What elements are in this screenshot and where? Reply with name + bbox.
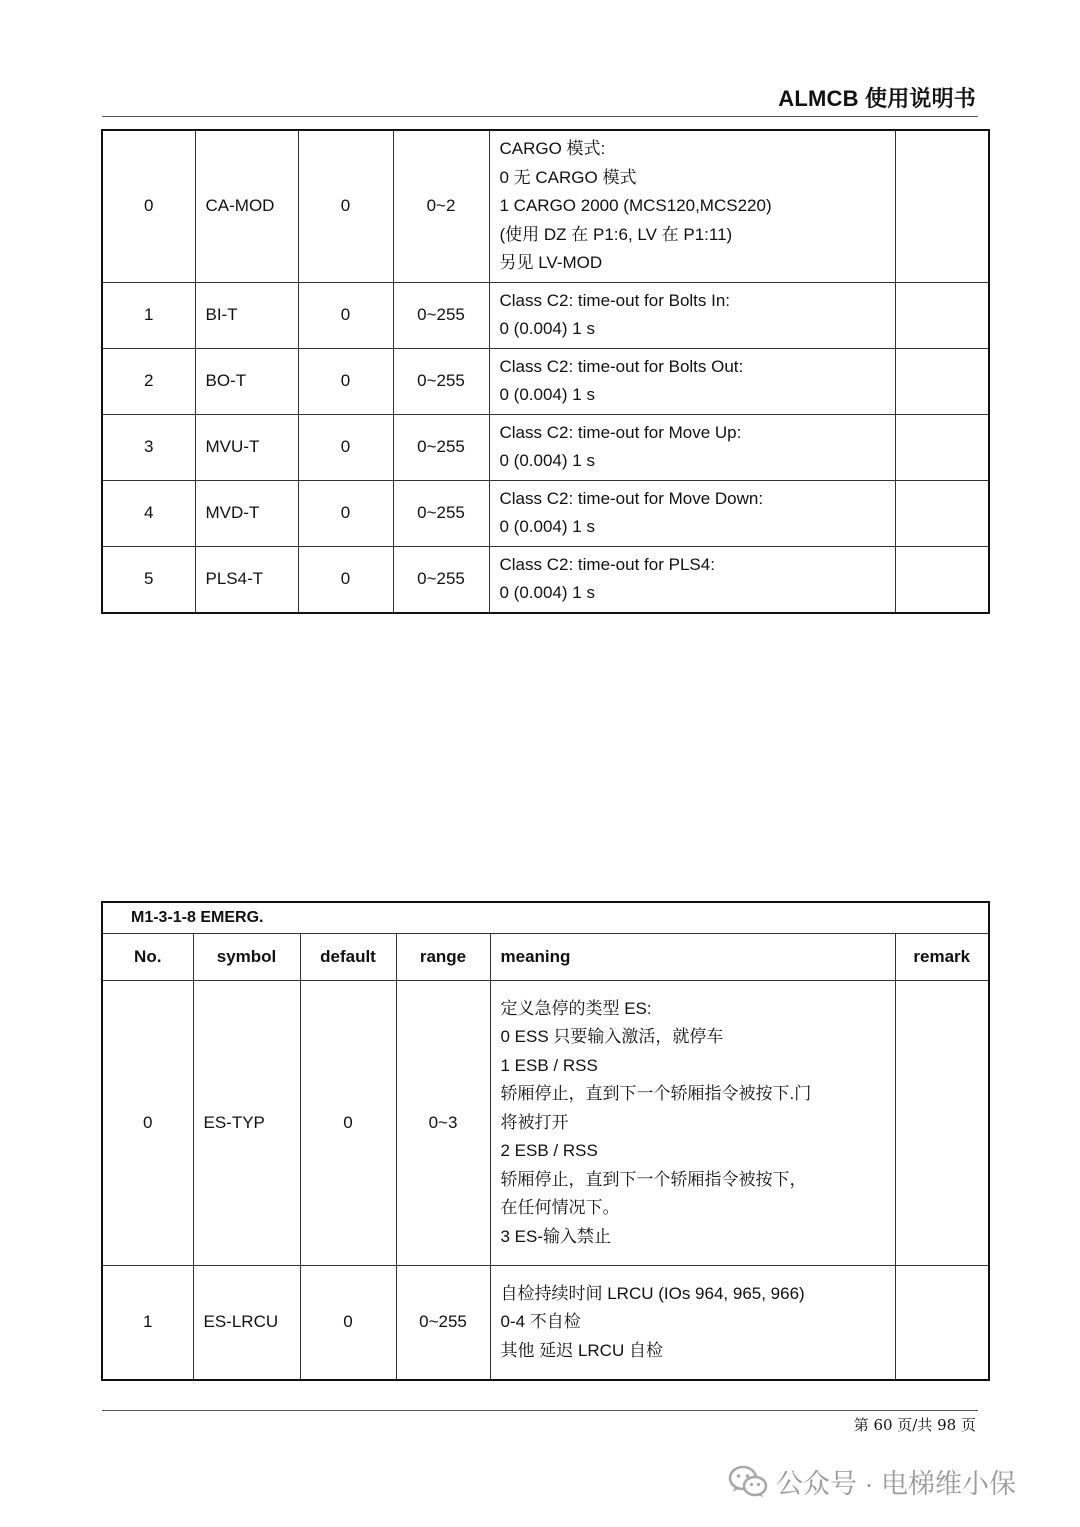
cell-no: 1 xyxy=(102,1266,193,1380)
cell-range: 0~255 xyxy=(393,480,489,546)
cell-remark xyxy=(895,480,989,546)
table-header-row xyxy=(102,934,989,981)
cell-no: 0 xyxy=(102,130,195,282)
cell-no: 4 xyxy=(102,480,195,546)
cell-symbol: MVU-T xyxy=(195,414,298,480)
cell-meaning xyxy=(490,981,895,1266)
table-row xyxy=(102,546,989,613)
document-title: ALMCB 使用说明书 xyxy=(778,86,976,111)
page-number: 第 60 页/共 98 页 xyxy=(853,1416,976,1434)
cell-symbol: ES-TYP xyxy=(193,981,300,1266)
meaning-line: 其他 延迟 LRCU 自检 xyxy=(500,1340,663,1360)
cell-no: 0 xyxy=(102,981,193,1266)
cell-remark xyxy=(895,348,989,414)
cell-range: 0~255 xyxy=(393,282,489,348)
meaning-line: Class C2: time-out for Bolts In: xyxy=(499,290,731,310)
wechat-icon xyxy=(728,1465,768,1499)
header-meaning: meaning xyxy=(490,934,895,981)
meaning-line: 0 (0.004) 1 s xyxy=(499,517,595,536)
cell-range: 0~255 xyxy=(393,414,489,480)
cell-default: 0 xyxy=(298,414,393,480)
cell-range: 0~2 xyxy=(393,130,489,282)
cell-symbol: BI-T xyxy=(195,282,298,348)
table-row xyxy=(102,981,989,1266)
cell-default: 0 xyxy=(298,348,393,414)
meaning-line: CARGO 模式: xyxy=(499,139,606,158)
meaning-line: 0-4 不自检 xyxy=(500,1312,581,1331)
cell-remark xyxy=(895,282,989,348)
meaning-line: 1 ESB / RSS xyxy=(500,1055,598,1075)
cell-symbol: ES-LRCU xyxy=(193,1266,300,1380)
meaning-line: 0 (0.004) 1 s xyxy=(499,583,595,602)
table-caption: M1-3-1-8 EMERG. xyxy=(102,902,989,934)
cell-meaning xyxy=(489,282,895,348)
cell-symbol: CA-MOD xyxy=(195,130,298,282)
table-row xyxy=(102,414,989,480)
footer-rule xyxy=(102,1410,978,1411)
header-rule xyxy=(102,116,978,117)
cell-default: 0 xyxy=(300,981,396,1266)
cell-range: 0~255 xyxy=(393,546,489,613)
meaning-line: 另见 LV-MOD xyxy=(499,253,603,272)
cell-meaning xyxy=(489,348,895,414)
cell-no: 5 xyxy=(102,546,195,613)
cell-no: 3 xyxy=(102,414,195,480)
header-default: default xyxy=(300,934,396,981)
cell-remark xyxy=(895,1266,989,1380)
meaning-line: 0 ESS 只要输入激活，就停车 xyxy=(500,1027,724,1047)
meaning-line: 自检持续时间 LRCU (IOs 964, 965, 966) xyxy=(500,1283,805,1303)
cell-meaning xyxy=(489,480,895,546)
cell-meaning xyxy=(490,1266,895,1380)
meaning-line: 轿厢停止，直到下一个轿厢指令被按下.门 xyxy=(500,1084,812,1104)
header-range: range xyxy=(396,934,490,981)
header-no: No. xyxy=(102,934,193,981)
table-row xyxy=(102,348,989,414)
parameter-table-1 xyxy=(101,129,990,614)
cell-range: 0~255 xyxy=(393,348,489,414)
cell-range: 0~3 xyxy=(396,981,490,1266)
cell-default: 0 xyxy=(298,130,393,282)
cell-default: 0 xyxy=(298,546,393,613)
cell-remark xyxy=(895,546,989,613)
cell-remark xyxy=(895,981,989,1266)
meaning-line: 2 ESB / RSS xyxy=(500,1141,598,1161)
meaning-line: 将被打开 xyxy=(500,1112,569,1132)
table-row xyxy=(102,130,989,282)
table-caption-row xyxy=(102,902,989,934)
header-symbol: symbol xyxy=(193,934,300,981)
meaning-line: (使用 DZ 在 P1:6, LV 在 P1:11) xyxy=(499,224,733,244)
meaning-line: 0 (0.004) 1 s xyxy=(499,451,595,470)
cell-symbol: MVD-T xyxy=(195,480,298,546)
meaning-line: 0 (0.004) 1 s xyxy=(499,385,595,404)
watermark-text: 公众号 · 电梯维小保 xyxy=(776,1469,1016,1499)
cell-symbol: PLS4-T xyxy=(195,546,298,613)
cell-meaning xyxy=(489,414,895,480)
meaning-line: Class C2: time-out for PLS4: xyxy=(499,554,715,574)
cell-meaning xyxy=(489,546,895,613)
cell-remark xyxy=(895,414,989,480)
table-row xyxy=(102,480,989,546)
cell-remark xyxy=(895,130,989,282)
meaning-line: 3 ES-输入禁止 xyxy=(500,1226,612,1246)
cell-meaning xyxy=(489,130,895,282)
meaning-line: 0 无 CARGO 模式 xyxy=(499,167,637,187)
cell-default: 0 xyxy=(298,282,393,348)
table-row xyxy=(102,282,989,348)
cell-no: 2 xyxy=(102,348,195,414)
meaning-line: 在任何情况下。 xyxy=(500,1198,620,1218)
meaning-line: 定义急停的类型 ES: xyxy=(500,998,652,1018)
header-remark: remark xyxy=(895,934,989,981)
cell-range: 0~255 xyxy=(396,1266,490,1380)
watermark xyxy=(728,1462,1016,1501)
parameter-table-emerg xyxy=(101,901,990,1381)
meaning-line: 1 CARGO 2000 (MCS120,MCS220) xyxy=(499,196,772,215)
table-row xyxy=(102,1266,989,1380)
meaning-line: 轿厢停止，直到下一个轿厢指令被按下， xyxy=(500,1169,807,1189)
meaning-line: Class C2: time-out for Bolts Out: xyxy=(499,356,744,376)
cell-default: 0 xyxy=(298,480,393,546)
cell-no: 1 xyxy=(102,282,195,348)
meaning-line: 0 (0.004) 1 s xyxy=(499,319,595,338)
cell-symbol: BO-T xyxy=(195,348,298,414)
meaning-line: Class C2: time-out for Move Up: xyxy=(499,422,742,442)
cell-default: 0 xyxy=(300,1266,396,1380)
meaning-line: Class C2: time-out for Move Down: xyxy=(499,488,764,508)
